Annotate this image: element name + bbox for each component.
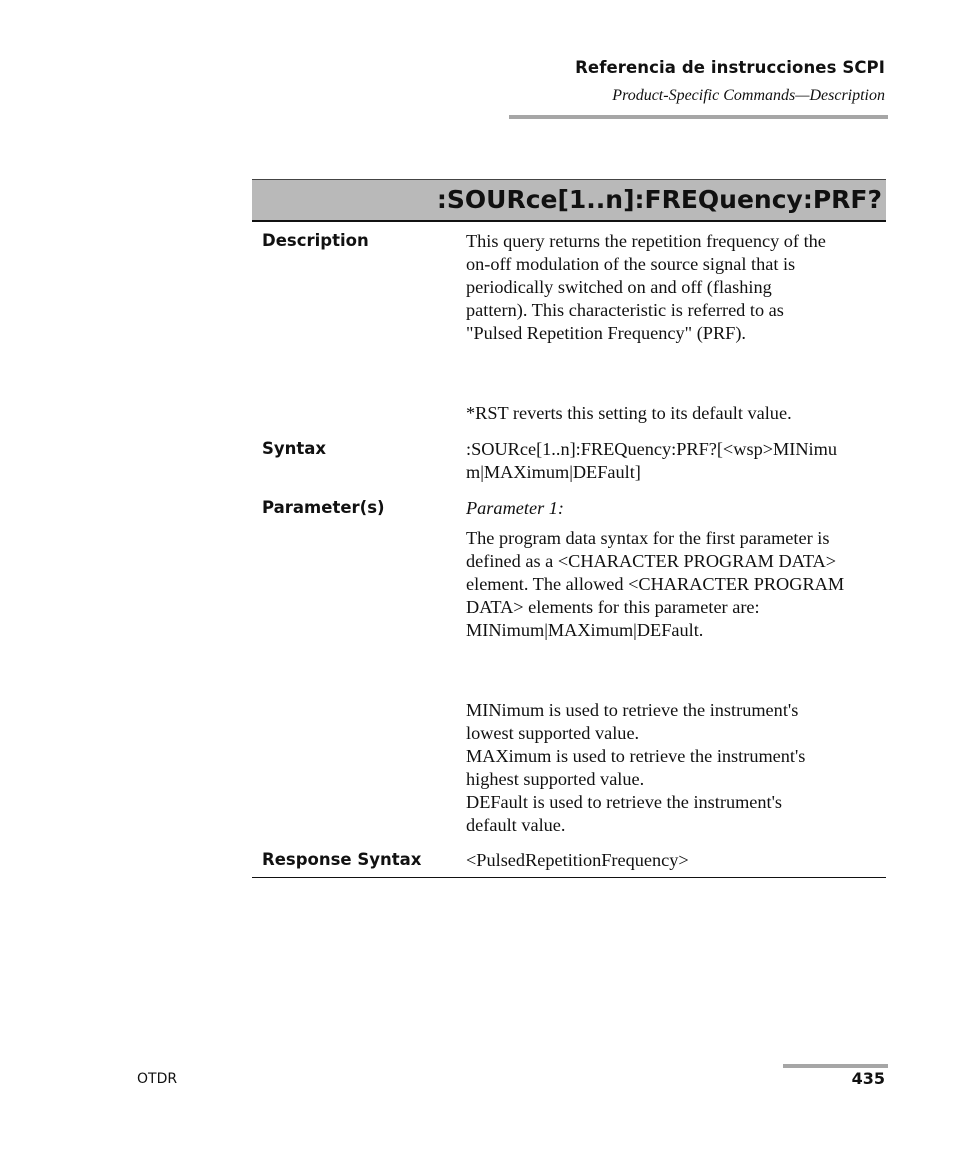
parameter-description <box>466 527 844 642</box>
parameter-detail-line: DEFault is used to retrieve the instrument's <box>466 792 783 812</box>
description-line: periodically switched on and off (flashing <box>466 277 772 297</box>
table-bottom-rule <box>252 877 886 878</box>
syntax-line: :SOURce[1..n]:FREQuency:PRF?[<wsp>MINimu <box>466 439 837 459</box>
parameter-detail-line: default value. <box>466 815 566 835</box>
syntax-text <box>466 438 837 484</box>
parameters-label: Parameter(s) <box>262 498 385 517</box>
parameter-details <box>466 699 805 837</box>
description-text <box>466 230 826 345</box>
parameter-detail-line: MAXimum is used to retrieve the instrument's <box>466 746 806 766</box>
syntax-line: m|MAXimum|DEFault] <box>466 462 641 482</box>
parameter-line: MINimum|MAXimum|DEFault. <box>466 620 704 640</box>
parameter-line: DATA> elements for this parameter are: <box>466 597 760 617</box>
description-line: This query returns the repetition frequency of the <box>466 231 826 251</box>
command-title-bar <box>252 179 886 222</box>
footer-rule <box>783 1064 888 1068</box>
description-line: "Pulsed Repetition Frequency" (PRF). <box>466 323 746 343</box>
description-line: on-off modulation of the source signal that is <box>466 254 796 274</box>
running-header-title: Referencia de instrucciones SCPI <box>575 58 885 77</box>
parameter-detail-line: MINimum is used to retrieve the instrument's <box>466 700 799 720</box>
description-line: pattern). This characteristic is referred to as <box>466 300 784 320</box>
syntax-label: Syntax <box>262 439 327 458</box>
description-label: Description <box>262 231 369 250</box>
parameter-line: element. The allowed <CHARACTER PROGRAM <box>466 574 845 594</box>
parameter-heading: Parameter 1: <box>466 498 564 518</box>
parameter-line: The program data syntax for the first parameter is <box>466 528 830 548</box>
parameter-detail-line: highest supported value. <box>466 769 645 789</box>
response-syntax-value: <PulsedRepetitionFrequency> <box>466 850 689 870</box>
running-header-subtitle: Product-Specific Commands—Description <box>612 87 885 104</box>
rst-note: *RST reverts this setting to its default value. <box>466 403 792 423</box>
footer-product: OTDR <box>137 1071 178 1087</box>
response-syntax-label: Response Syntax <box>262 850 422 869</box>
header-rule <box>509 115 888 119</box>
page-number: 435 <box>851 1069 885 1088</box>
parameter-detail-line: lowest supported value. <box>466 723 640 743</box>
parameter-line: defined as a <CHARACTER PROGRAM DATA> <box>466 551 837 571</box>
command-title: :SOURce[1..n]:FREQuency:PRF? <box>436 185 882 214</box>
